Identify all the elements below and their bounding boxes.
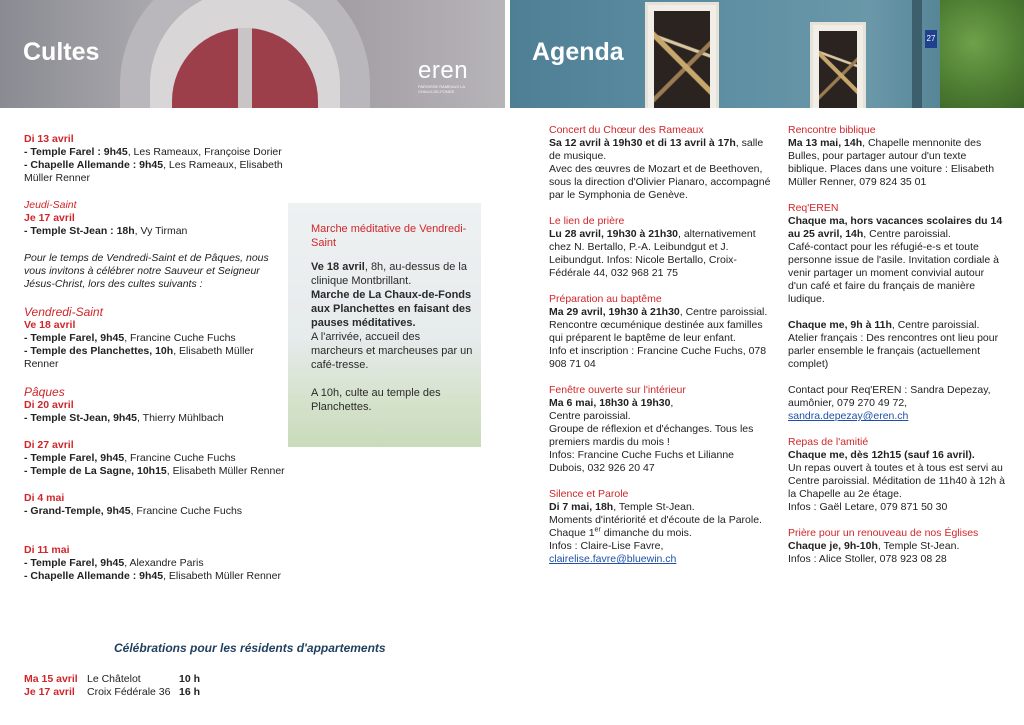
event-date: Chaque je, 9h-10h: [788, 540, 878, 552]
culte-line: [24, 345, 286, 371]
cultes-title: Cultes: [23, 38, 100, 66]
eren-logo: [418, 58, 480, 94]
event-title: Prière pour un renouveau de nos Églises: [788, 527, 979, 539]
agenda-event: [788, 436, 1006, 514]
event-when: [549, 397, 771, 410]
culte-date: Di 27 avril: [24, 439, 74, 451]
ordinal-suffix: er: [594, 526, 601, 534]
event-title: Rencontre biblique: [788, 124, 876, 136]
culte-place: - Grand-Temple, 9h45: [24, 505, 131, 517]
agenda-title: Agenda: [532, 38, 624, 66]
culte-block: [24, 492, 286, 518]
event-date: Ma 6 mai, 18h30 à 19h30: [549, 397, 671, 409]
event-date: Chaque me, dès 12h15 (sauf 16 avril).: [788, 449, 975, 461]
cultes-banner: [0, 0, 505, 108]
event-details: , Temple St-Jean.: [877, 540, 960, 552]
culte-details: , Alexandre Paris: [124, 557, 204, 569]
celebration-date: Ma 15 avril: [24, 673, 78, 685]
event-description-part: Moments d'intériorité et d'écoute de la Parole. Chaque 1: [549, 514, 762, 539]
event-description-part: dimanche du mois.: [600, 527, 692, 539]
agenda-column-left: [549, 124, 771, 579]
culte-feast-label: Jeudi-Saint: [24, 199, 77, 211]
window-glass: [819, 31, 857, 108]
culte-feast-label: Pâques: [24, 385, 65, 399]
event-description: Café-contact pour les réfugié-e-s et toute personne issue de l'asile. Invitation cordiale à venir partager un moment convivial autour d'un café et faire du français de manière ludique.: [788, 241, 999, 305]
culte-date: Di 20 avril: [24, 399, 74, 411]
eren-logo-subtitle: PAROISSE RAMEAUX LA CHAUX-DE-FONDS: [418, 84, 465, 94]
event-description: Atelier français : Des rencontres ont lieu pour parler ensemble le français (actuellement complet): [788, 332, 999, 370]
culte-place: - Temple Farel : 9h45: [24, 146, 128, 158]
agenda-event: [549, 488, 771, 566]
culte-block: [24, 133, 286, 185]
culte-line: [24, 146, 286, 159]
callout-text: [311, 260, 474, 372]
culte-details: , Francine Cuche Fuchs: [124, 332, 236, 344]
culte-details: , Elisabeth Müller Renner: [24, 345, 254, 370]
agenda-event: [788, 124, 1006, 189]
culte-place: - Temple Farel, 9h45: [24, 452, 125, 464]
culte-line: [24, 159, 286, 185]
event-description: Avec des œuvres de Mozart et de Beethoven, sous la direction d'Olivier Pianaro, accompagné par le Symphonia de Genève.: [549, 163, 771, 201]
cultes-list: [24, 133, 286, 597]
culte-date: Di 11 mai: [24, 544, 70, 556]
event-date: Ma 13 mai, 14h: [788, 137, 863, 149]
event-info: Infos : Alice Stoller, 078 923 08 28: [788, 553, 947, 565]
agenda-event: [549, 384, 771, 475]
culte-place: - Temple Farel, 9h45: [24, 557, 125, 569]
event-title: Le lien de prière: [549, 215, 625, 227]
culte-line: [24, 570, 286, 583]
stained-glass-window: [645, 2, 719, 108]
culte-details: , Elisabeth Müller Renner: [166, 465, 285, 477]
celebration-time: 16 h: [179, 686, 201, 698]
event-title: Concert du Chœur des Rameaux: [549, 124, 704, 136]
event-title: Silence et Parole: [549, 488, 629, 500]
celebration-place: Croix Fédérale 36: [87, 686, 171, 698]
event-date: Lu 28 avril, 19h30 à 21h30: [549, 228, 678, 240]
agenda-event: [788, 527, 1006, 566]
agenda-banner: [510, 0, 1024, 108]
event-contact: Contact pour Req'EREN : Sandra Depezay, aumônier, 079 270 49 72,: [788, 384, 991, 409]
email-link[interactable]: clairelise.favre@bluewin.ch: [549, 553, 677, 565]
event-details: , alternativement chez N. Bertallo, P.-A. Leibundgut et J. Leibundgut. Infos: Nicole Bertallo, Croix-Fédérale 44, 032 968 21 75: [549, 228, 756, 279]
eren-logo-word: eren: [418, 57, 469, 84]
agenda-event: [549, 293, 771, 371]
event-when: [549, 137, 771, 163]
event-description: Un repas ouvert à toutes et à tous est servi au Centre paroissial. Méditation de 11h40 à 12h à la Chapelle au 2e étage.: [788, 462, 1005, 500]
culte-block: [24, 439, 286, 478]
church-column: [238, 28, 252, 108]
agenda-column-right: [788, 124, 1006, 579]
marche-meditative-callout: [288, 203, 481, 447]
callout-content: [311, 222, 474, 414]
celebration-time: 10 h: [179, 673, 201, 685]
callout-route: Marche de La Chaux-de-Fonds aux Planchettes en faisant des pauses méditatives.: [311, 289, 472, 329]
house-number-sign: 27: [925, 30, 937, 48]
agenda-event: [549, 124, 771, 202]
event-details: , Centre paroissial.: [679, 306, 768, 318]
callout-culte: A 10h, culte au temple des Planchettes.: [311, 387, 441, 413]
culte-date: Je 17 avril: [24, 212, 75, 224]
callout-welcome: A l'arrivée, accueil des marcheurs et marcheuses par un café-tresse.: [311, 331, 473, 371]
culte-details: , Francine Cuche Fuchs: [124, 452, 236, 464]
event-details: , Centre paroissial.: [891, 319, 980, 331]
event-when: [788, 540, 1006, 553]
culte-place: - Temple Farel, 9h45: [24, 332, 125, 344]
culte-details: , Les Rameaux, Elisabeth Müller Renner: [24, 159, 283, 184]
culte-details: , Vy Tirman: [134, 225, 188, 237]
event-when: [549, 228, 771, 280]
event-when: [788, 137, 1006, 189]
culte-place: - Chapelle Allemande : 9h45: [24, 159, 164, 171]
pole: [912, 0, 922, 108]
window-glass: [654, 11, 710, 108]
culte-date: Di 13 avril: [24, 133, 74, 145]
event-info: Infos: Francine Cuche Fuchs et Lilianne Dubois, 032 926 20 47: [549, 449, 735, 474]
culte-line: [24, 225, 286, 238]
event-when: [788, 449, 1006, 462]
event-date: Sa 12 avril à 19h30 et di 13 avril à 17h: [549, 137, 736, 149]
event-details: ,: [670, 397, 674, 409]
invitation-text: Pour le temps de Vendredi-Saint et de Pâques, nous vous invitons à célébrer notre Sauveur et Seigneur Jésus-Christ, lors des cultes suivants :: [24, 252, 269, 290]
culte-details: , Thierry Mühlbach: [137, 412, 224, 424]
culte-date: Di 4 mai: [24, 492, 65, 504]
event-date: Chaque ma, hors vacances scolaires du 14 au 25 avril, 14h: [788, 215, 1003, 240]
event-description: Rencontre œcuménique destinée aux familles qui préparent le baptême de leur enfant.: [549, 319, 763, 344]
culte-details: , Les Rameaux, Françoise Dorier: [127, 146, 282, 158]
event-details: , Centre paroissial.: [863, 228, 951, 240]
event-title: Fenêtre ouverte sur l'intérieur: [549, 384, 686, 396]
culte-details: , Elisabeth Müller Renner: [163, 570, 281, 582]
stained-glass-window: [810, 22, 866, 108]
event-title: Préparation au baptême: [549, 293, 662, 305]
event-date: Ma 29 avril, 19h30 à 21h30: [549, 306, 680, 318]
culte-place: - Chapelle Allemande : 9h45: [24, 570, 164, 582]
agenda-event: [549, 215, 771, 280]
culte-block: [24, 199, 286, 238]
event-info: Info et inscription : Francine Cuche Fuchs, 078 908 71 04: [549, 345, 767, 370]
event-details: , Chapelle mennonite des Bulles, pour partager autour d'un texte biblique. Places dans une voiture : Elisabeth Müller Renner, 079 824 35 01: [788, 137, 995, 188]
celebrations-title: Célébrations pour les résidents d'appartements: [114, 641, 386, 655]
event-title: Repas de l'amitié: [788, 436, 869, 448]
culte-line: [24, 505, 286, 518]
culte-line: [24, 332, 286, 345]
event-description: [549, 514, 771, 540]
culte-place: - Temple des Planchettes, 10h: [24, 345, 174, 357]
culte-place: - Temple St-Jean : 18h: [24, 225, 135, 237]
event-details: , Temple St-Jean.: [613, 501, 695, 513]
callout-title: Marche méditative de Vendredi-Saint: [311, 223, 467, 249]
culte-block: [24, 385, 286, 425]
event-info: Infos : Gaël Letare, 079 871 50 30: [788, 501, 948, 513]
callout-date: Ve 18 avril: [311, 261, 365, 273]
celebration-place: Le Châtelot: [87, 673, 141, 685]
culte-line: [24, 452, 286, 465]
callout-details: , 8h, au-dessus de la clinique Montbrillant.: [311, 261, 467, 287]
culte-date: Ve 18 avril: [24, 319, 76, 331]
event-info: Infos : Claire-Lise Favre,: [549, 540, 664, 552]
trees-image: [940, 0, 1024, 108]
event-title: Req'EREN: [788, 202, 839, 214]
event-when: [549, 501, 771, 514]
event-place: Centre paroissial.: [549, 410, 631, 422]
event-when: [788, 319, 1006, 332]
culte-details: , Francine Cuche Fuchs: [130, 505, 243, 517]
culte-place: - Temple de La Sagne, 10h15: [24, 465, 167, 477]
culte-line: [24, 412, 286, 425]
culte-block: [24, 305, 286, 371]
event-date: Di 7 mai, 18h: [549, 501, 614, 513]
event-description: Groupe de réflexion et d'échanges. Tous les premiers mardis du mois !: [549, 423, 754, 448]
culte-line: [24, 465, 286, 478]
celebration-date: Je 17 avril: [24, 686, 75, 698]
email-link[interactable]: sandra.depezay@eren.ch: [788, 410, 909, 422]
event-when: [788, 215, 1006, 241]
event-details: , salle de musique.: [549, 137, 764, 162]
culte-feast-label: Vendredi-Saint: [24, 305, 103, 319]
event-when: [549, 306, 771, 319]
culte-place: - Temple St-Jean, 9h45: [24, 412, 138, 424]
event-date: Chaque me, 9h à 11h: [788, 319, 892, 331]
agenda-event: [788, 202, 1006, 423]
culte-line: [24, 557, 286, 570]
culte-block: [24, 544, 286, 583]
